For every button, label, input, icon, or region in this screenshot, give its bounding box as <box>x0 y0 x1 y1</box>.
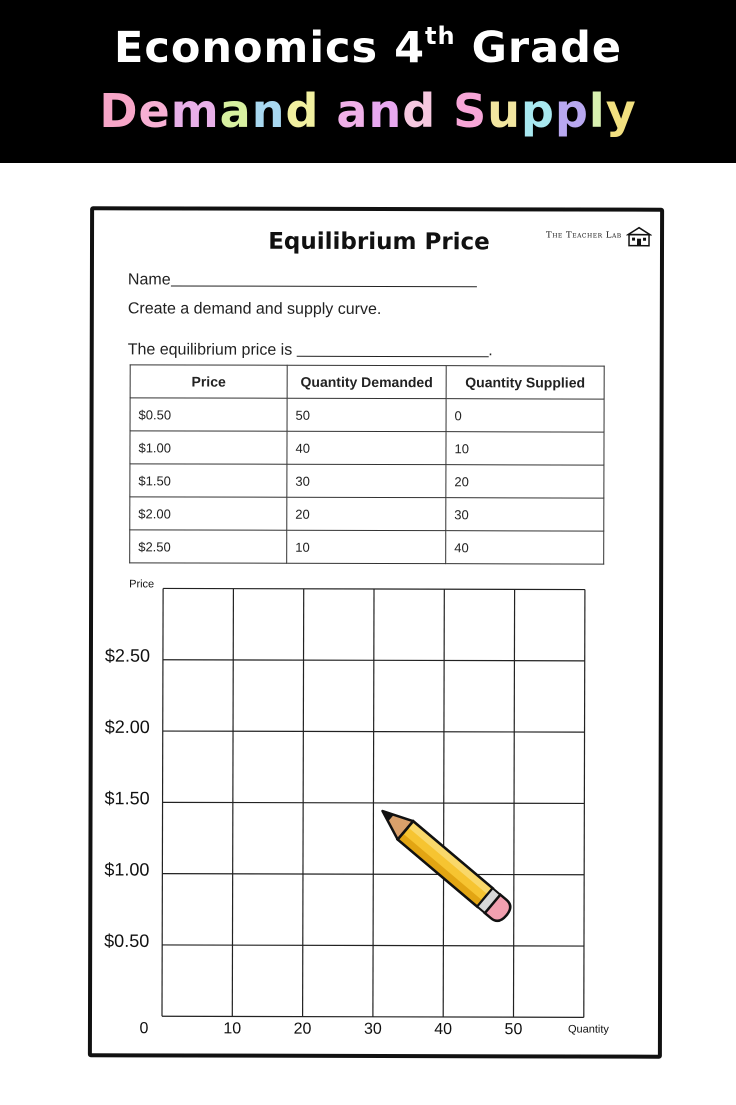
grid-line-horizontal <box>162 1016 584 1017</box>
table-cell-supplied: 40 <box>446 531 604 564</box>
equilibrium-prompt: The equilibrium price is <box>127 341 293 359</box>
subtitle-letter: n <box>368 84 403 138</box>
subtitle-letter: S <box>453 84 488 138</box>
subtitle-letter: p <box>554 84 589 138</box>
table-cell-supplied: 10 <box>446 432 604 465</box>
brand-text: The Teacher Lab <box>546 230 622 241</box>
x-axis-label: 0 <box>139 1020 149 1038</box>
subtitle-letter: e <box>138 84 171 138</box>
subtitle-letter: D <box>99 84 139 138</box>
x-axis-label: 50 <box>504 1021 523 1039</box>
x-axis-label: 10 <box>223 1020 242 1038</box>
subtitle-letter: d <box>402 84 437 138</box>
subtitle-letter: a <box>219 84 252 138</box>
y-axis-label: $0.50 <box>104 930 150 951</box>
y-axis-labels <box>104 646 150 951</box>
worksheet <box>88 206 664 1058</box>
graph-grid[interactable] <box>162 588 585 1017</box>
table-header-quantity-demanded: Quantity Demanded <box>287 365 446 398</box>
grid-line-horizontal <box>163 660 585 661</box>
table-header-quantity-supplied: Quantity Supplied <box>446 366 604 399</box>
grid-line-horizontal <box>163 588 585 589</box>
subtitle-letter: u <box>487 84 522 138</box>
x-axis-name: Quantity <box>567 1023 609 1036</box>
table-cell-price: $0.50 <box>130 398 287 431</box>
table-cell-supplied: 0 <box>446 399 604 432</box>
table-cell-demanded: 40 <box>287 431 446 464</box>
instruction-text: Create a demand and supply curve. <box>127 300 382 319</box>
table-cell-supplied: 30 <box>446 498 604 531</box>
table-cell-supplied: 20 <box>446 465 604 498</box>
y-axis-label: $1.00 <box>104 859 150 880</box>
table-cell-price: $2.50 <box>130 530 287 563</box>
grid-line-horizontal <box>162 945 584 946</box>
y-axis-label: $2.00 <box>104 716 150 738</box>
y-axis-name: Price <box>129 578 155 591</box>
pencil-icon <box>375 802 514 925</box>
graph-area <box>92 210 664 1056</box>
table-header-price: Price <box>130 365 287 398</box>
subtitle-letter <box>319 84 336 138</box>
x-axis-label: 20 <box>293 1020 312 1038</box>
table-cell-price: $2.00 <box>130 497 287 530</box>
name-label: Name <box>127 271 171 289</box>
worksheet-title: Equilibrium Price <box>268 228 490 256</box>
table-cell-demanded: 30 <box>287 464 446 497</box>
table-cell-demanded: 10 <box>287 530 446 563</box>
grid-line-horizontal <box>163 731 585 732</box>
equilibrium-period: . <box>488 342 493 360</box>
x-axis-label: 30 <box>363 1020 382 1038</box>
table-cell-price: $1.50 <box>130 464 287 497</box>
grid-line-horizontal <box>163 802 585 803</box>
subtitle-letter <box>436 84 453 138</box>
subtitle-letter: l <box>588 84 606 138</box>
subtitle-letter: y <box>605 84 637 138</box>
subtitle-letter: n <box>251 84 286 138</box>
y-axis-label: $2.50 <box>104 645 151 666</box>
table-cell-price: $1.00 <box>130 431 287 464</box>
banner-title <box>0 22 736 73</box>
subtitle-letter: d <box>285 84 320 138</box>
table-cell-demanded: 50 <box>287 398 446 431</box>
subtitle-letter: a <box>336 84 369 138</box>
banner-title-superscript: th <box>425 22 456 50</box>
table-cell-demanded: 20 <box>287 497 446 530</box>
grid-line-horizontal <box>162 874 584 875</box>
x-axis-label: 40 <box>434 1020 453 1039</box>
x-axis-labels <box>139 1020 522 1038</box>
subtitle-letter: m <box>170 84 220 138</box>
subtitle-letter: p <box>521 84 555 138</box>
banner-title-text: Economics 4 <box>113 23 426 73</box>
y-axis-label: $1.50 <box>104 788 150 809</box>
banner-subtitle <box>0 84 736 138</box>
banner-title-grade: Grade <box>455 23 623 73</box>
title-banner <box>0 0 736 163</box>
